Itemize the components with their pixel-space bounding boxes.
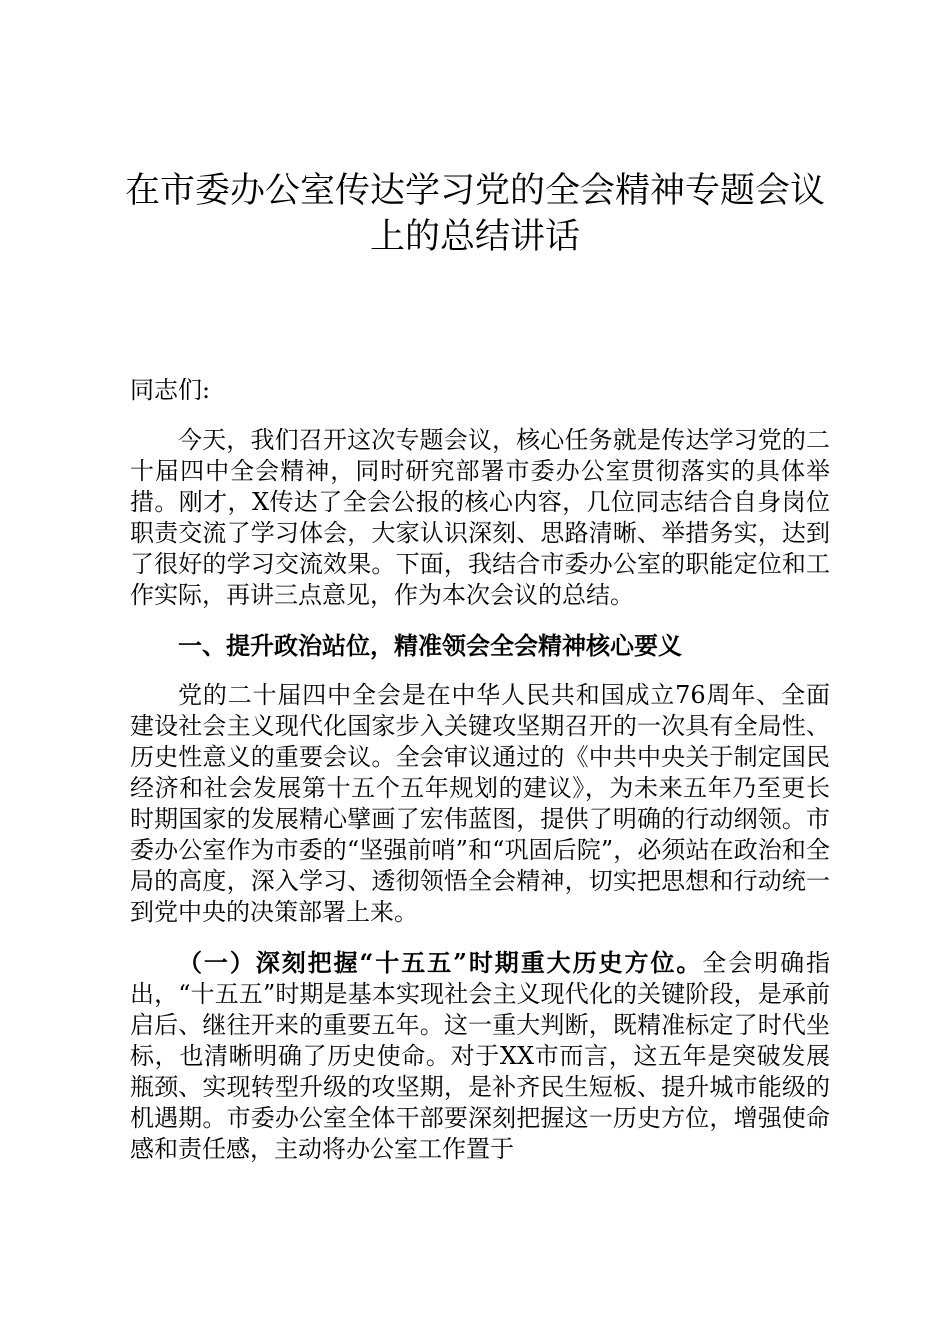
title-line-2: 上的总结讲话 <box>369 217 580 257</box>
subsection-heading-1: （一）深刻把握“十五五”时期重大历史方位。 <box>178 948 703 977</box>
title-line-1: 在市委办公室传达学习党的全会精神专题会议 <box>124 171 825 211</box>
paragraph-section-1: 党的二十届四中全会是在中华人民共和国成立76周年、全面建设社会主义现代化国家步入关键攻坚期召开的一次具有全局性、历史性意义的重要会议。全会审议通过的《中共中央关于制定国民经济和社会发展第十五个五年规划的建议》，为未来五年乃至更长时期国家的发展精心擘画了宏伟蓝图，提供了明确的行动纲领。市委办公室作为市委的“坚强前哨”和“巩固后院”，必须站在政治和全局的高度，深入学习、透彻领悟全会精神，切实把思想和行动统一到党中央的决策部署上来。 <box>130 681 830 926</box>
paragraph-subsection-1 <box>130 947 830 1165</box>
paragraph-intro: 今天，我们召开这次专题会议，核心任务就是传达学习党的二十届四中全会精神，同时研究部署市委办公室贯彻落实的具体举措。刚才，X传达了全会公报的核心内容，几位同志结合自身岗位职责交流了学习体会，大家认识深刻、思路清晰、举措务实，达到了很好的学习交流效果。下面，我结合市委办公室的职能定位和工作实际，再讲三点意见，作为本次会议的总结。 <box>130 426 830 609</box>
document-title <box>110 168 840 260</box>
section-heading-1: 一、提升政治站位，精准领会全会精神核心要义 <box>178 631 682 660</box>
subsection-body-1: 全会明确指出，“十五五”时期是基本实现社会主义现代化的关键阶段，是承前启后、继往开来的重要五年。这一重大判断，既精准标定了时代坐标，也清晰明确了历史使命。对于XX市而言，这五年是突破发展瓶颈、实现转型升级的攻坚期，是补齐民生短板、提升城市能级的机遇期。市委办公室全体干部要深刻把握这一历史方位，增强使命感和责任感，主动将办公室工作置于 <box>130 949 831 1163</box>
document-body <box>130 375 830 1184</box>
salutation: 同志们: <box>130 376 211 404</box>
